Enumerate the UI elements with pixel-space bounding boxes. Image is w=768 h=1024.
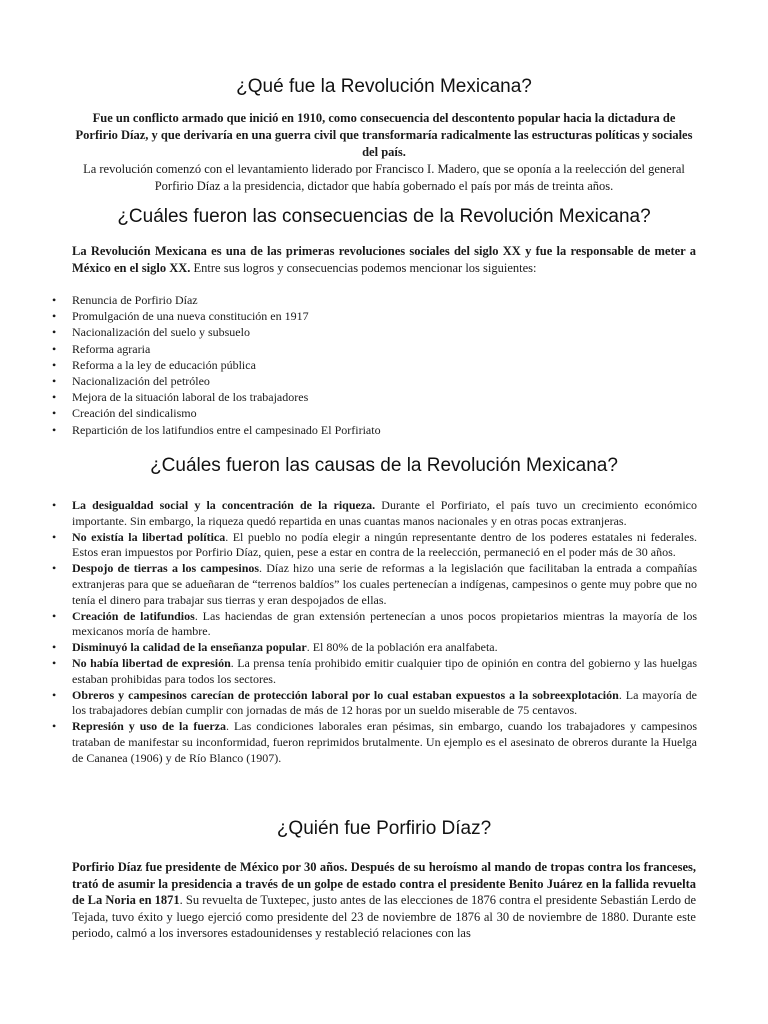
list-item: • Reforma a la ley de educación pública xyxy=(72,357,672,373)
causa-text: . Las haciendas de gran extensión pertenecían a unos pocos propietarios mientras la mayoría de los mexicanos moría de hambre. xyxy=(72,608,697,639)
list-item: • Promulgación de una nueva constitución en 1917 xyxy=(72,308,672,324)
causa-bold: No había libertad de expresión xyxy=(72,655,231,670)
list-item xyxy=(72,609,697,641)
causa-bold: Obreros y campesinos carecían de protección laboral por lo cual estaban expuestos a la sobreexplotación xyxy=(72,687,619,702)
intro-bold-text: Fue un conflicto armado que inició en 1910, como consecuencia del descontento popular hacia la dictadura de Porfirio Díaz, y que derivaría en una guerra civil que transformaría radicalmente las estructuras políticas y sociales del país. xyxy=(75,111,693,159)
heading-porfirio-diaz: ¿Quién fue Porfirio Díaz? xyxy=(276,818,492,839)
list-item: • Repartición de los latifundios entre el campesinado El Porfiriato xyxy=(72,422,672,438)
causa-text: Durante el Porfiriato, el país tuvo un crecimiento económico importante. Sin embargo, la riqueza quedó repartida en unas cuantas manos nacionales y en otras pocas extranjeras. xyxy=(72,498,698,528)
causas-list xyxy=(72,498,697,767)
causa-text: . El pueblo no podía elegir a ningún representante dentro de los poderes estatales ni federales. Estos eran impuestos por Porfirio Díaz, quien, pese a estar en contra de la reelección, permaneció en el poder más de 30 años. xyxy=(72,529,697,560)
heading-consecuencias: ¿Cuáles fueron las consecuencias de la Revolución Mexicana? xyxy=(117,206,651,227)
consecuencias-bold-text: La Revolución Mexicana es una de las primeras revoluciones sociales del siglo XX y fue la responsable de meter a México en el siglo XX. xyxy=(72,244,696,275)
heading-que-fue: ¿Qué fue la Revolución Mexicana? xyxy=(236,76,532,97)
causa-text: . Las condiciones laborales eran pésimas, sin embargo, cuando los trabajadores y campesinos trataban de manifestar su inconformidad, fueron reprimidos brutalmente. Un ejemplo es el asesinato de obreros durante la Huelga de Cananea (1906) y de Río Blanco (1907). xyxy=(72,719,697,765)
list-item: • Nacionalización del suelo y subsuelo xyxy=(72,324,672,340)
list-item xyxy=(72,530,697,562)
list-item: • Mejora de la situación laboral de los trabajadores xyxy=(72,389,672,405)
consecuencias-paragraph xyxy=(72,243,696,276)
list-item xyxy=(72,498,697,530)
causa-bold: No existía la libertad política xyxy=(72,529,226,544)
causa-bold: Represión y uso de la fuerza xyxy=(72,719,226,734)
causa-bold: Disminuyó la calidad de la enseñanza popular xyxy=(72,640,307,655)
intro-text: La revolución comenzó con el levantamiento liderado por Francisco I. Madero, que se oponía a la reelección del general Porfirio Díaz a la presidencia, dictador que había gobernado el país por más de treinta años. xyxy=(83,162,685,193)
list-item xyxy=(72,688,697,720)
intro-paragraph xyxy=(72,110,696,195)
heading-causas: ¿Cuáles fueron las causas de la Revolución Mexicana? xyxy=(150,455,618,476)
consecuencias-list xyxy=(72,292,672,438)
causa-bold: Despojo de tierras a los campesinos xyxy=(72,561,260,576)
causa-text: . Díaz hizo una serie de reformas a la legislación que facilitaban la entrada a compañías extranjeras para que se adueñaran de “terrenos baldíos” los cuales pertenecían a indígenas, campesinos o gente muy pobre que no tenía el dinero para trabajar sus tierras y eran despojados de ellas. xyxy=(72,561,698,607)
porfirio-text: . Su revuelta de Tuxtepec, justo antes de las elecciones de 1876 contra el presidente Sebastián Lerdo de Tejada, tuvo éxito y luego ejerció como presidente del 23 de noviembre de 1876 al 30 de noviembre de 1880. Durante este periodo, calmó a los inversores estadounidenses y restableció relaciones con las xyxy=(72,893,696,940)
causa-text: . La prensa tenía prohibido emitir cualquier tipo de opinión en contra del gobierno y las huelgas estaban prohibidas para todos los sectores. xyxy=(72,655,697,686)
causa-bold: Creación de latifundios xyxy=(72,608,195,623)
list-item: • Reforma agraria xyxy=(72,341,672,357)
porfirio-bold-text: Porfirio Díaz fue presidente de México por 30 años. Después de su heroísmo al mando de tropas contra los franceses, trató de asumir la presidencia a través de un golpe de estado contra el presidente Benito Juárez en la fallida revuelta de La Noria en 1871 xyxy=(72,860,696,907)
list-item: • Renuncia de Porfirio Díaz xyxy=(72,292,672,308)
causa-text: . La mayoría de los trabajadores debían cumplir con jornadas de más de 12 horas por un sueldo miserable de 75 centavos. xyxy=(72,687,697,718)
list-item: • Nacionalización del petróleo xyxy=(72,373,672,389)
causa-text: . El 80% de la población era analfabeta. xyxy=(306,640,498,655)
list-item xyxy=(72,640,697,656)
causa-bold: La desigualdad social y la concentración de la riqueza. xyxy=(72,498,376,512)
list-item xyxy=(72,561,697,608)
list-item xyxy=(72,656,697,688)
porfirio-paragraph xyxy=(72,859,696,942)
list-item xyxy=(72,719,697,766)
list-item: • Creación del sindicalismo xyxy=(72,405,672,421)
consecuencias-text: Entre sus logros y consecuencias podemos mencionar los siguientes: xyxy=(190,260,537,275)
